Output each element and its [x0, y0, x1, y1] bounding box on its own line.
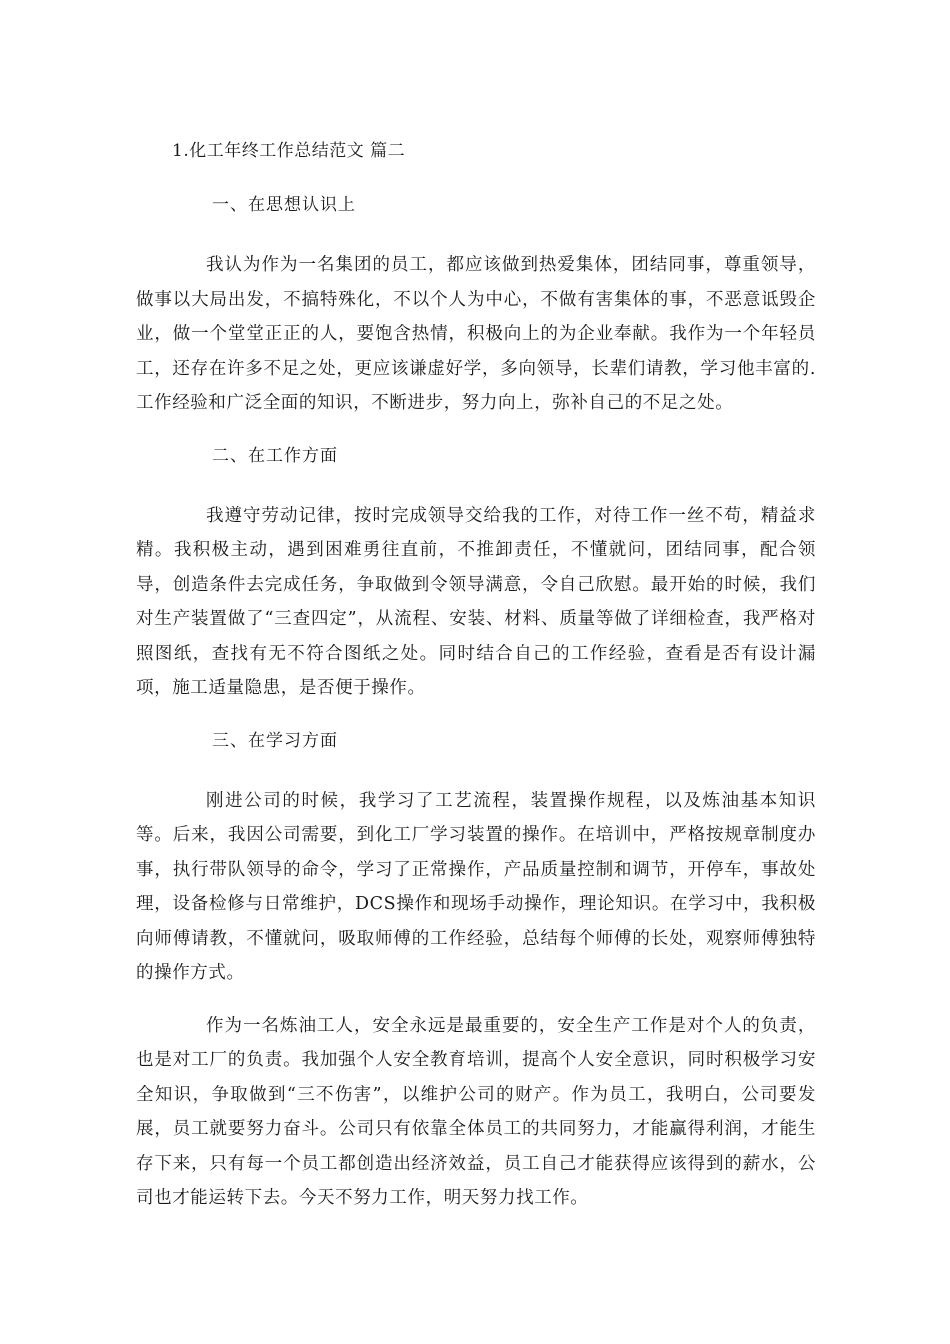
document-title: 1.化工年终工作总结范文 篇二	[172, 141, 406, 161]
section-heading-thought: 一、在思想认识上	[212, 195, 356, 215]
section-heading-work: 二、在工作方面	[212, 445, 338, 466]
paragraph-work: 我遵守劳动记律，按时完成领导交给我的工作，对待工作一丝不苟，精益求精。我积极主动，遇到困难勇往直前，不推卸责任，不懂就问，团结同事，配合领导，创造条件去完成任务，争取做到令领导满意，令自己欣慰。最开始的时候，我们对生产装置做了“三查四定”，从流程、安装、材料、质量等做了详细检查，我严格对照图纸，查找有无不符合图纸之处。同时结合自己的工作经验，查看是否有设计漏项，施工适量隐患，是否便于操作。	[136, 505, 816, 698]
section-heading-study: 三、在学习方面	[212, 730, 338, 751]
paragraph-thought: 我认为作为一名集团的员工，都应该做到热爱集体，团结同事，尊重领导，做事以大局出发，不搞特殊化，不以个人为中心，不做有害集体的事，不恶意诋毁企业，做一个堂堂正正的人，要饱含热情，积极向上的为企业奉献。我作为一个年轻员工，还存在许多不足之处，更应该谦虚好学，多向领导，长辈们请教，学习他丰富的.工作经验和广泛全面的知识，不断进步，努力向上，弥补自己的不足之处。	[136, 255, 816, 413]
paragraph-study: 刚进公司的时候，我学习了工艺流程，装置操作规程，以及炼油基本知识等。后来，我因公司需要，到化工厂学习装置的操作。在培训中，严格按规章制度办事，执行带队领导的命令，学习了正常操作，产品质量控制和调节，开停车，事故处理，设备检修与日常维护，DCS操作和现场手动操作，理论知识。在学习中，我积极向师傅请教，不懂就问，吸取师傅的工作经验，总结每个师傅的长处，观察师傅独特的操作方式。	[136, 790, 816, 983]
document-page	[136, 134, 816, 1234]
paragraph-safety: 作为一名炼油工人，安全永远是最重要的，安全生产工作是对个人的负责，也是对工厂的负责。我加强个人安全教育培训，提高个人安全意识，同时积极学习安全知识，争取做到“三不伤害”，以维护公司的财产。作为员工，我明白，公司要发展，员工就要努力奋斗。公司只有依靠全体员工的共同努力，才能赢得利润，才能生存下来，只有每一个员工都创造出经济效益，员工自己才能获得应该得到的薪水，公司也才能运转下去。今天不努力工作，明天努力找工作。	[136, 1015, 816, 1208]
